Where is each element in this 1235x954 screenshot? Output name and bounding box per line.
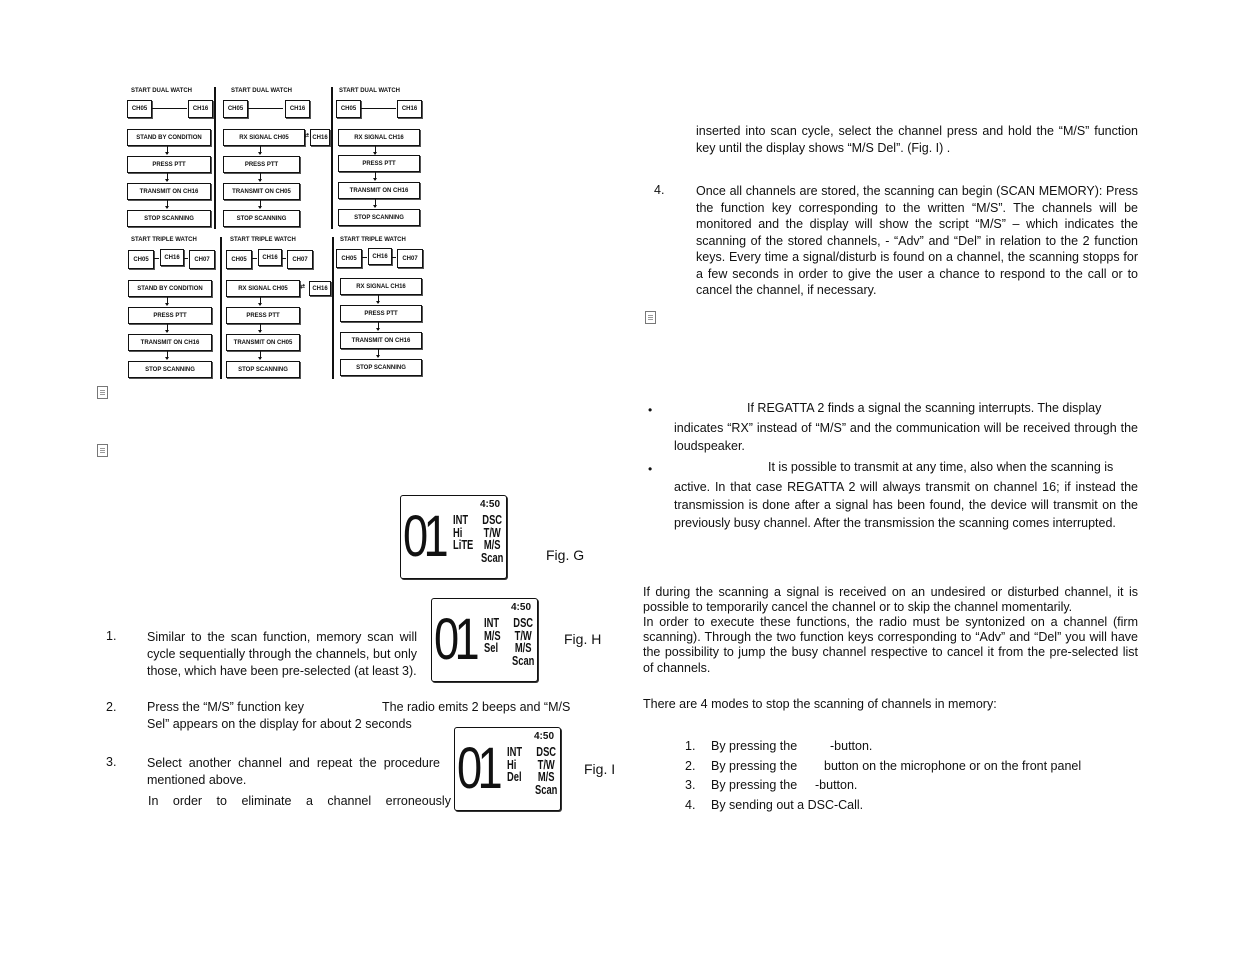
- stop-scanning-box: STOP SCANNING: [127, 210, 211, 227]
- list-number: 2.: [106, 700, 117, 714]
- ch05-box: CH05: [128, 250, 154, 269]
- press-ptt-box: PRESS PTT: [127, 156, 211, 173]
- separator: [214, 87, 216, 229]
- flow-arrow: [375, 198, 376, 207]
- lcd-indicator: M/S: [484, 627, 501, 643]
- list-number: 2.: [685, 759, 696, 773]
- step-2-text: Sel” appears on the display for about 2 seconds: [147, 717, 412, 731]
- flow-arrow: [260, 145, 261, 154]
- ch05-box: CH05: [336, 100, 361, 118]
- bullet-1-text: If REGATTA 2 finds a signal the scanning interrupts. The display: [747, 401, 1102, 415]
- ch05-box: CH05: [226, 250, 252, 269]
- connector: [391, 257, 396, 258]
- press-ptt-box: PRESS PTT: [340, 305, 422, 322]
- stop-scanning-box: STOP SCANNING: [340, 359, 422, 376]
- lcd-display-fig-g: [400, 495, 507, 579]
- lcd-indicator: Del: [507, 769, 522, 784]
- lcd-indicator: T/W: [537, 756, 555, 772]
- separator: [332, 237, 334, 379]
- ch05-box: CH05: [336, 249, 362, 268]
- bullet: •: [648, 403, 653, 417]
- flow-arrow: [378, 321, 379, 330]
- list-number: 4.: [685, 798, 696, 812]
- watch-flowchart: [125, 85, 425, 381]
- connector: [151, 108, 187, 109]
- lcd-display-fig-h: [431, 598, 538, 682]
- press-ptt-box: PRESS PTT: [223, 156, 300, 173]
- connector: [251, 258, 257, 259]
- ch07-box: CH07: [287, 250, 313, 269]
- transmit-box: TRANSMIT ON CH16: [128, 334, 212, 351]
- flow-arrow: [167, 145, 168, 154]
- flow-arrow: [260, 323, 261, 332]
- lcd-indicator: T/W: [514, 627, 532, 643]
- press-ptt-box: PRESS PTT: [128, 307, 212, 324]
- dual-watch-header: START DUAL WATCH: [339, 88, 400, 94]
- flow-arrow: [167, 199, 168, 208]
- bullet-2-text: It is possible to transmit at any time, also when the scanning is: [768, 460, 1114, 474]
- mode-text: -button.: [815, 778, 858, 792]
- transmit-box: TRANSMIT ON CH16: [338, 182, 420, 199]
- ch16-box: CH16: [188, 100, 213, 118]
- stop-scanning-box: STOP SCANNING: [223, 210, 300, 227]
- lcd-indicator: Scan: [535, 781, 558, 797]
- lcd-channel: 01: [434, 607, 475, 672]
- document-icon: [97, 444, 108, 457]
- flow-arrow: [260, 199, 261, 208]
- swap-arrow-icon: ⇄: [300, 284, 306, 290]
- ch16-box: CH16: [285, 100, 310, 118]
- swap-arrow-icon: ⇄: [304, 133, 310, 139]
- connector: [183, 258, 188, 259]
- stop-scanning-box: STOP SCANNING: [226, 361, 300, 378]
- flow-arrow: [260, 296, 261, 305]
- step-2-text: Press the “M/S” function key: [147, 700, 305, 714]
- lcd-indicator: M/S: [537, 769, 555, 784]
- press-ptt-box: PRESS PTT: [226, 307, 300, 324]
- stand-by-box: STAND BY CONDITION: [128, 280, 212, 297]
- lcd-indicator: DSC: [513, 615, 534, 630]
- lcd-indicator: M/S: [514, 640, 532, 655]
- transmit-box: TRANSMIT ON CH05: [226, 334, 300, 351]
- mode-text: By pressing the: [711, 739, 798, 753]
- lcd-indicator: DSC: [536, 744, 557, 759]
- list-number: 3.: [106, 755, 117, 769]
- mode-text: By pressing the: [711, 778, 798, 792]
- list-number: 4.: [654, 183, 665, 197]
- press-ptt-box: PRESS PTT: [338, 155, 420, 172]
- list-number: 1.: [685, 739, 696, 753]
- mode-text: button on the microphone or on the front panel: [824, 759, 1082, 773]
- step-3-text: Select another channel and repeat the procedure mentioned above.: [147, 756, 440, 787]
- connector: [360, 108, 396, 109]
- eliminate-text: In order to eliminate a channel erroneously: [148, 794, 451, 808]
- lcd-time: 4:50: [479, 499, 500, 510]
- flow-arrow: [375, 171, 376, 180]
- ch05-box: CH05: [127, 100, 152, 118]
- lcd-left-indicators: [507, 746, 522, 784]
- ch16-box: CH16: [310, 129, 330, 146]
- flow-arrow: [260, 350, 261, 359]
- modes-intro: There are 4 modes to stop the scanning of channels in memory:: [643, 697, 997, 711]
- lcd-indicator: DSC: [482, 512, 503, 527]
- separator: [331, 87, 333, 229]
- lcd-right-indicators: [535, 746, 557, 796]
- rx-signal-box: RX SIGNAL CH16: [340, 278, 422, 295]
- rx-signal-box: RX SIGNAL CH05: [223, 129, 305, 146]
- bullet: •: [648, 462, 653, 476]
- figure-caption: Fig. I: [584, 761, 616, 777]
- triple-watch-header: START TRIPLE WATCH: [230, 237, 296, 243]
- lcd-left-indicators: [484, 617, 501, 655]
- flow-arrow: [167, 323, 168, 332]
- mode-text: -button.: [830, 739, 873, 753]
- rx-signal-box: RX SIGNAL CH05: [226, 280, 300, 297]
- figure-caption: Fig. H: [564, 631, 602, 647]
- lcd-indicator: Hi: [507, 756, 517, 772]
- lcd-indicator: INT: [507, 744, 523, 759]
- transmit-box: TRANSMIT ON CH16: [340, 332, 422, 349]
- lcd-left-indicators: [453, 514, 473, 552]
- lcd-indicator: INT: [484, 615, 500, 630]
- lcd-indicator: M/S: [483, 537, 501, 552]
- lcd-time: 4:50: [533, 731, 554, 742]
- flow-arrow: [167, 172, 168, 181]
- mode-text: By sending out a DSC-Call.: [711, 798, 864, 812]
- step-4-text: Once all channels are stored, the scanning can begin (SCAN MEMORY): Press the function key corresponding to the written “M/S”. The channels will be monitored and the display will show the script “M/S” – which indicates the scanning of the stored channels, - “Adv” and “Del” in relation to the 2 function keys. Every time a signal/disturb is found on a channel, the scanning stopps for a few seconds in order to give the user a chance to respond to the call or to cancel the channel, if necessary.: [696, 184, 1138, 297]
- flow-arrow: [167, 350, 168, 359]
- lcd-right-indicators: [481, 514, 503, 564]
- ch16-box: CH16: [160, 249, 184, 266]
- list-number: 3.: [685, 778, 696, 792]
- transmit-box: TRANSMIT ON CH05: [223, 183, 300, 200]
- lcd-channel: 01: [403, 504, 444, 569]
- connector: [247, 108, 283, 109]
- step-2-text: The radio emits 2 beeps and “M/S: [382, 700, 571, 714]
- lcd-indicator: INT: [453, 512, 469, 527]
- paragraph-syntonize: In order to execute these functions, the radio must be syntonized on a channel (firm scanning). Through the two function keys corresponding to “Adv” and “Del” you will have the possibility to jump the busy channel respective to cancel it from the pre-selected list of channels.: [643, 615, 1138, 675]
- document-icon: [645, 311, 656, 324]
- flow-arrow: [260, 172, 261, 181]
- flow-arrow: [167, 296, 168, 305]
- lcd-time: 4:50: [510, 602, 531, 613]
- stop-scanning-box: STOP SCANNING: [128, 361, 212, 378]
- dual-watch-header: START DUAL WATCH: [131, 88, 192, 94]
- lcd-display-fig-i: [454, 727, 561, 811]
- separator: [220, 237, 222, 379]
- flow-arrow: [375, 145, 376, 154]
- ch07-box: CH07: [397, 249, 423, 268]
- step-1-text: Similar to the scan function, memory scan will cycle sequentially through the channels, but only those, which have been pre-selected (at least 3).: [147, 630, 417, 678]
- figure-caption: Fig. G: [546, 547, 585, 563]
- transmit-box: TRANSMIT ON CH16: [127, 183, 211, 200]
- ch16-box: CH16: [309, 281, 331, 296]
- ch16-box: CH16: [258, 249, 282, 266]
- stand-by-box: STAND BY CONDITION: [127, 129, 211, 146]
- list-number: 1.: [106, 629, 117, 643]
- flow-arrow: [378, 348, 379, 357]
- lcd-indicator: Hi: [453, 524, 463, 540]
- lcd-indicator: T/W: [483, 524, 501, 540]
- lcd-indicator: Scan: [512, 652, 535, 668]
- lcd-indicator: Scan: [481, 549, 504, 565]
- dual-watch-header: START DUAL WATCH: [231, 88, 292, 94]
- stop-scanning-box: STOP SCANNING: [338, 209, 420, 226]
- connector: [281, 258, 286, 259]
- ch07-box: CH07: [189, 250, 215, 269]
- document-icon: [97, 386, 108, 399]
- connector: [361, 257, 367, 258]
- triple-watch-header: START TRIPLE WATCH: [340, 237, 406, 243]
- continuation-text: inserted into scan cycle, select the channel press and hold the “M/S” function key until the display shows “M/S Del”. (Fig. I) .: [696, 124, 1138, 155]
- bullet-2-text: active. In that case REGATTA 2 will always transmit on channel 16; if instead the transmission is done after a signal has been found, the device will transmit on the previously busy channel. After the transmission the scanning comes interrupted.: [674, 480, 1138, 530]
- lcd-channel: 01: [457, 736, 498, 801]
- triple-watch-header: START TRIPLE WATCH: [131, 237, 197, 243]
- connector: [153, 258, 159, 259]
- ch05-box: CH05: [223, 100, 248, 118]
- paragraph-cancel: If during the scanning a signal is received on an undesired or disturbed channel, it is possible to temporarily cancel the channel or to skip the channel momentarily.: [643, 585, 1138, 615]
- bullet-1-text: indicates “RX” instead of “M/S” and the communication will be received through the loudspeaker.: [674, 421, 1138, 453]
- flow-arrow: [378, 294, 379, 303]
- lcd-indicator: Sel: [484, 640, 499, 655]
- ch16-box: CH16: [368, 248, 392, 265]
- rx-signal-box: RX SIGNAL CH16: [338, 129, 420, 146]
- lcd-indicator: LiTE: [453, 537, 474, 552]
- lcd-right-indicators: [512, 617, 534, 667]
- ch16-box: CH16: [397, 100, 422, 118]
- mode-text: By pressing the: [711, 759, 798, 773]
